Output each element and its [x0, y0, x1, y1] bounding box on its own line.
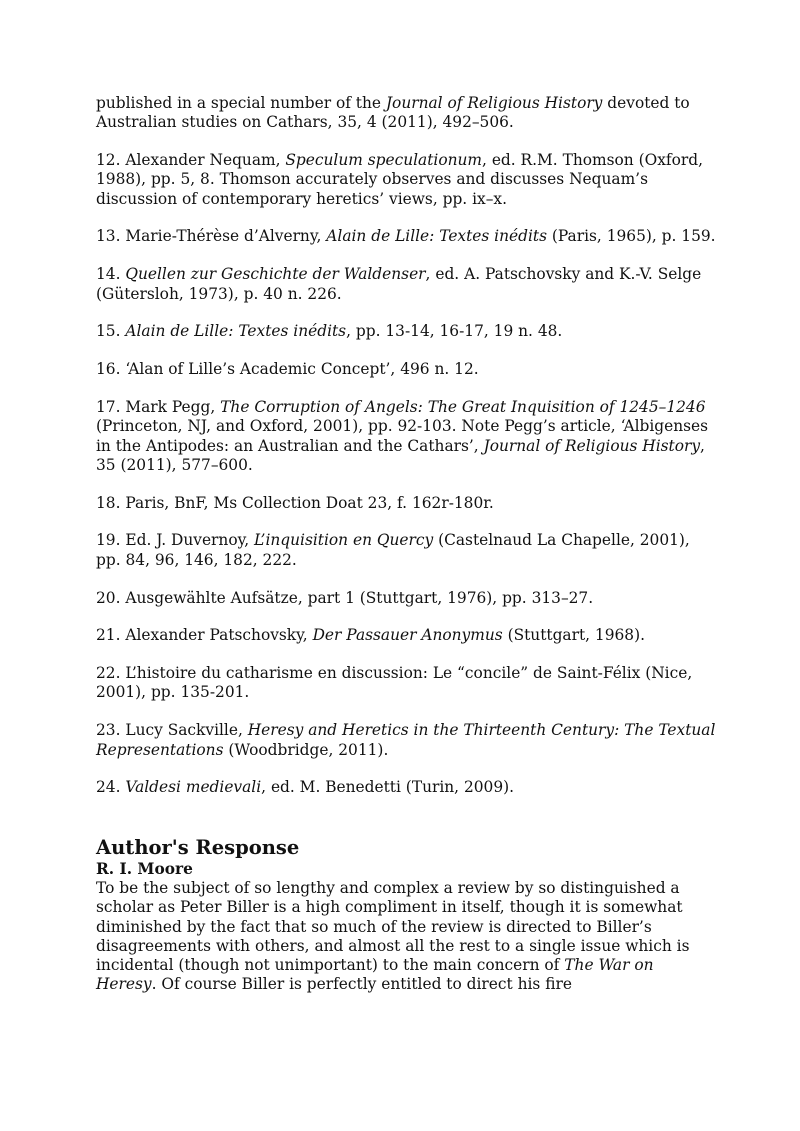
footnote-20: 20. Ausgewählte Aufsätze, part 1 (Stuttgart, 1976), pp. 313–27.	[96, 588, 594, 607]
footnote-13: 13. Marie-Thérèse d’Alverny, Alain de Lille: Textes inédits (Paris, 1965), p. 159.	[96, 227, 716, 246]
footnote-23: 23. Lucy Sackville, Heresy and Heretics in the Thirteenth Century: The Textual Representations (Woodbridge, 2011).	[96, 721, 716, 759]
author-name: R. I. Moore	[96, 859, 193, 878]
response-paragraph: To be the subject of so lengthy and complex a review by so distinguished a scholar as Peter Biller is a high compliment in itself, though it is somewhat diminished by the fact that so much of the review is directed to Biller’s disagreements with others, and almost all the rest to a single issue which is incidental (though not unimportant) to the main concern of The War on Heresy. Of course Biller is perfectly entitled to direct his fire	[96, 878, 690, 994]
footnote-21: 21. Alexander Patschovsky, Der Passauer Anonymus (Stuttgart, 1968).	[96, 626, 645, 645]
footnote-17: 17. Mark Pegg, The Corruption of Angels: The Great Inquisition of 1245–1246 (Princeton, NJ, and Oxford, 2001), pp. 92-103. Note Pegg’s article, ‘Albigenses in the Antipodes: an Australian and the Cathars’, Journal of Religious History, 35 (2011), 577–600.	[96, 397, 709, 474]
footnote-19: 19. Ed. J. Duvernoy, L’inquisition en Quercy (Castelnaud La Chapelle, 2001), pp. 84, 96, 146, 182, 222.	[96, 531, 690, 569]
footnote-14: 14. Quellen zur Geschichte der Waldenser, ed. A. Patschovsky and K.-V. Selge (Gütersloh, 1973), p. 40 n. 226.	[96, 265, 702, 303]
footnote-12: 12. Alexander Nequam, Speculum speculationum, ed. R.M. Thomson (Oxford, 1988), pp. 5, 8. Thomson accurately observes and discusses Nequam’s discussion of contemporary heretics’ views, pp. ix–x.	[96, 151, 703, 208]
note-continuation: published in a special number of the Journal of Religious History devoted to Australian studies on Cathars, 35, 4 (2011), 492–506.	[96, 94, 690, 132]
footnote-24: 24. Valdesi medievali, ed. M. Benedetti (Turin, 2009).	[96, 778, 515, 797]
footnote-18: 18. Paris, BnF, Ms Collection Doat 23, f. 162r-180r.	[96, 493, 494, 512]
footnote-22: 22. L’histoire du catharisme en discussion: Le “concile” de Saint-Félix (Nice, 2001), pp. 135-201.	[96, 664, 693, 702]
footnote-16: 16. ‘Alan of Lille’s Academic Concept’, 496 n. 12.	[96, 360, 479, 379]
footnote-15: 15. Alain de Lille: Textes inédits, pp. 13-14, 16-17, 19 n. 48.	[96, 322, 563, 341]
document-page	[96, 94, 716, 995]
section-heading: Author's Response	[96, 835, 300, 859]
